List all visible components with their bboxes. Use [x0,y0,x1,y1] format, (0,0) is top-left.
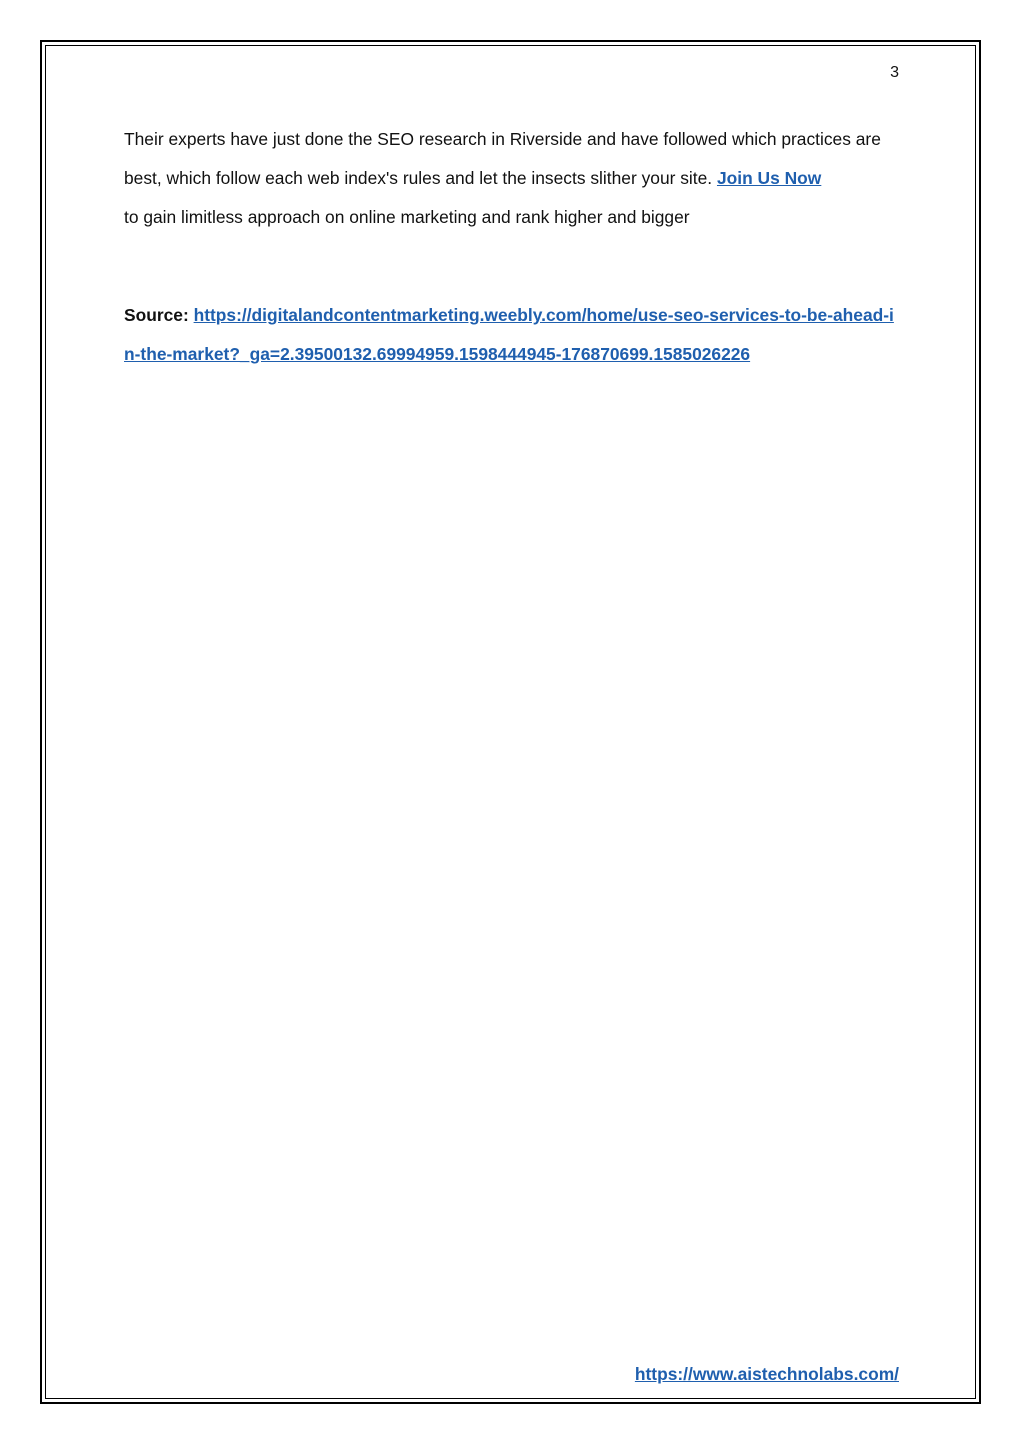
page-number: 3 [890,64,899,81]
source-label: Source: [124,305,194,325]
body-paragraph [124,120,904,237]
body-paragraph-tail: to gain limitless approach on online marketing and rank higher and bigger [124,207,690,227]
source-url-link[interactable]: https://digitalandcontentmarketing.weebly.com/home/use-seo-services-to-be-ahead-in-the-market?_ga=2.39500132.69994959.1598444945-176870699.1585026226 [124,305,894,364]
body-paragraph-text: Their experts have just done the SEO research in Riverside and have followed which practices are best, which follow each web index's rules and let the insects slither your site. [124,129,881,188]
join-us-now-link[interactable]: Join Us Now [716,168,822,188]
page-border-inner [45,45,976,1399]
source-block [124,296,904,374]
footer-website-link[interactable]: https://www.aistechnolabs.com/ [634,1364,899,1384]
